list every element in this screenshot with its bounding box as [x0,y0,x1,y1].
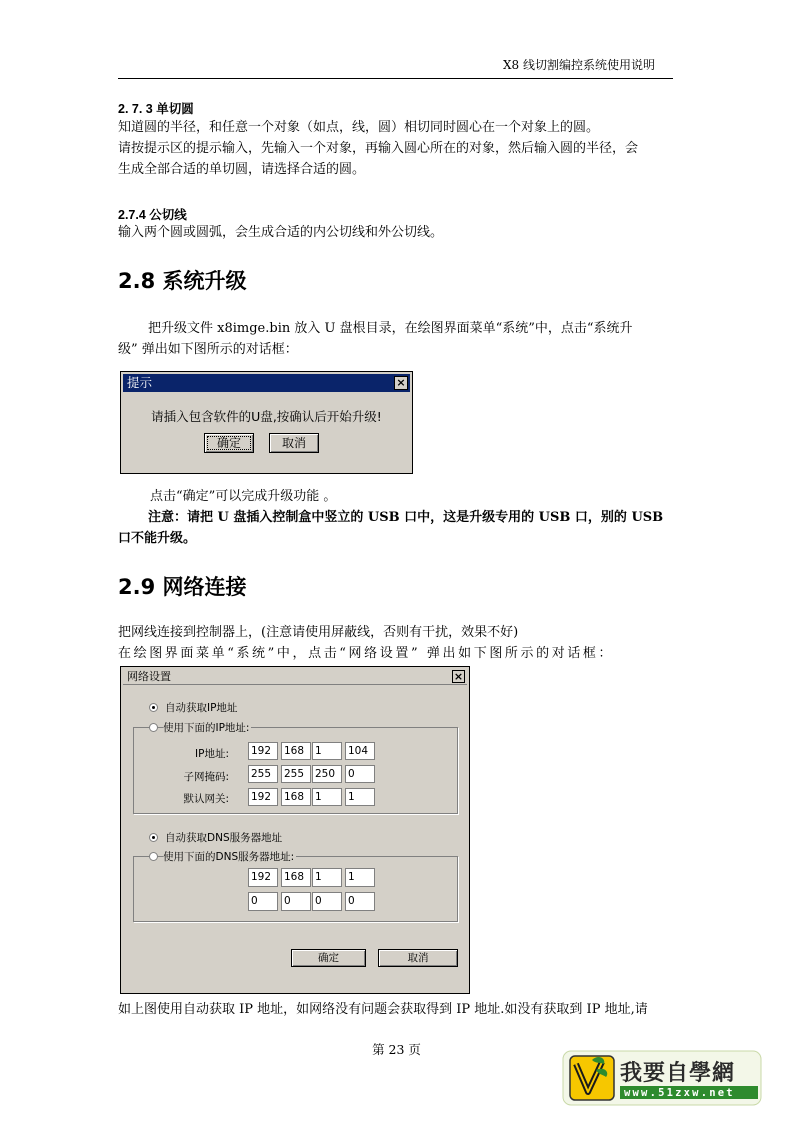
dns2-octet-1[interactable]: 0 [248,892,278,911]
section-2-9-after: 如上图使用自动获取 IP 地址，如网络没有问题会获取得到 IP 地址.如没有获取到 IP 地址,请 [118,1002,648,1017]
dns2-octet-2[interactable]: 0 [281,892,311,911]
gateway-octet-2[interactable]: 168 [281,788,311,806]
mask-octet-1[interactable]: 255 [248,765,278,783]
paragraph-line: 请按提示区的提示输入，先输入一个对象，再输入圆心所在的对象，然后输入圆的半径，会 [118,141,639,156]
dns1-octet-2[interactable]: 168 [281,868,311,887]
gateway-octet-4[interactable]: 1 [345,788,375,806]
section-2-8-heading: 2.8 系统升级 [118,269,247,293]
ok-button[interactable]: 确定 [291,949,366,967]
ip-octet-3[interactable]: 1 [312,742,342,760]
mask-octet-4[interactable]: 0 [345,765,375,783]
paragraph-line: 级” 弹出如下图所示的对话框： [118,342,298,357]
section-2-7-3-heading: 2. 7. 3 单切圆 [118,102,194,116]
auto-dns-radio[interactable] [149,833,158,842]
dialog-title-bar [123,374,410,392]
ip-octet-1[interactable]: 192 [248,742,278,760]
ok-button[interactable]: 确定 [204,433,254,453]
paragraph-line: 把网线连接到控制器上，(注意请使用屏蔽线，否则有干扰，效果不好) [118,625,519,640]
section-2-7-4-body: 输入两个圆或圆弧，会生成合适的内公切线和外公切线。 [118,225,444,240]
mask-octet-2[interactable]: 255 [281,765,311,783]
ip-octet-2[interactable]: 168 [281,742,311,760]
dns1-octet-3[interactable]: 1 [312,868,342,887]
network-settings-dialog [120,666,470,994]
dns2-octet-3[interactable]: 0 [312,892,342,911]
cancel-button[interactable]: 取消 [378,949,458,967]
section-2-7-4-heading: 2.7.4 公切线 [118,208,187,222]
paragraph-line: 把升级文件 x8imge.bin 放入 U 盘根目录，在绘图界面菜单“系统”中，点击“系统升 [148,321,633,336]
paragraph-line: 知道圆的半径，和任意一个对象（如点，线，圆）相切同时圆心在一个对象上的圆。 [118,120,600,135]
section-2-9-body [118,622,674,664]
manual-dns-radio[interactable] [149,852,158,861]
ip-octet-4[interactable]: 104 [345,742,375,760]
close-icon[interactable]: × [394,376,408,390]
dns1-octet-1[interactable]: 192 [248,868,278,887]
logo-graphic [562,1050,762,1106]
svg-text:我要自學網: 我要自學網 [620,1061,736,1086]
manual-ip-label: 使用下面的IP地址: [163,722,250,734]
paragraph-line: 生成全部合适的单切圆，请选择合适的圆。 [118,162,366,177]
cancel-button[interactable]: 取消 [269,433,319,453]
section-2-8-body [118,318,674,360]
note-line: 口不能升级。 [118,531,197,546]
gateway-octet-1[interactable]: 192 [248,788,278,806]
svg-text:www.51zxw.net: www.51zxw.net [624,1087,735,1099]
manual-ip-radio[interactable] [149,723,158,732]
manual-dns-label: 使用下面的DNS服务器地址: [163,851,295,863]
gateway-label: 默认网关: [183,793,229,805]
close-icon[interactable]: × [453,670,464,683]
dialog-title: 提示 [127,375,153,390]
upgrade-after-text: 点击“确定”可以完成升级功能 。 [150,489,337,504]
section-2-9-heading: 2.9 网络连接 [118,575,247,599]
section-2-7-3-body [118,117,674,180]
doc-header-title: X8 线切割编控系统使用说明 [503,58,655,72]
note-line: 注意：请把 U 盘插入控制盒中竖立的 USB 口中，这是升级专用的 USB 口，别的 USB [148,510,664,525]
header-rule [118,78,673,79]
auto-dns-label: 自动获取DNS服务器地址 [165,832,283,844]
watermark-logo [562,1050,762,1106]
ip-address-label: IP地址: [195,748,229,760]
gateway-octet-3[interactable]: 1 [312,788,342,806]
paragraph-line: 在绘图界面菜单“系统”中，点击“网络设置” 弹出如下图所示的对话框： [118,646,615,661]
dialog-title-bar [123,669,467,685]
subnet-mask-label: 子网掩码: [183,771,229,783]
auto-ip-label: 自动获取IP地址 [165,702,238,714]
page-number: 第 23 页 [372,1042,421,1057]
dialog-title: 网络设置 [127,670,171,683]
manual-dns-group [133,856,458,922]
upgrade-prompt-dialog [120,371,413,474]
dns1-octet-4[interactable]: 1 [345,868,375,887]
auto-ip-radio[interactable] [149,703,158,712]
upgrade-note [118,507,674,549]
dialog-message: 请插入包含软件的U盘,按确认后开始升级! [151,409,382,424]
mask-octet-3[interactable]: 250 [312,765,342,783]
dns2-octet-4[interactable]: 0 [345,892,375,911]
